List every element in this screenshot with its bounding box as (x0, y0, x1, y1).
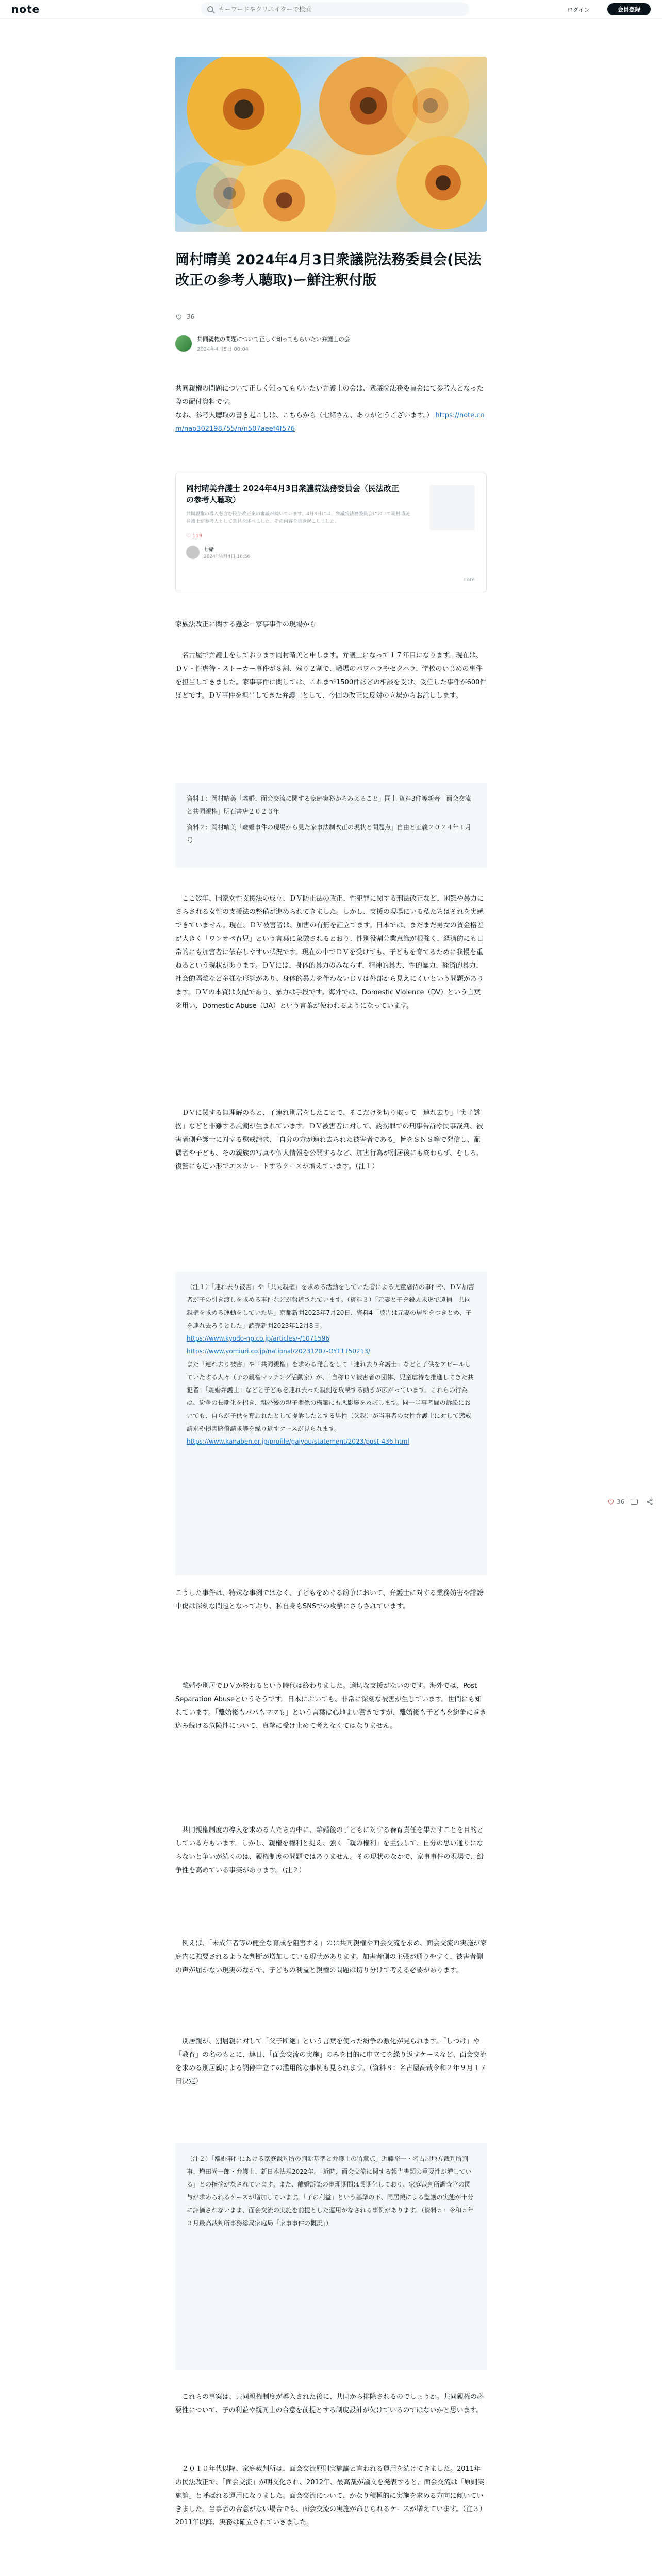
body-paragraph: 共同親権制度の導入を求める人たちの中に、離婚後の子どもに対する養育責任を果たすことを目的としている方もいます。しかし、親権を権利と捉え、強く「親の権利」を主張して、自分の思い通りにならないと争いが続くのは、親権制度の問題ではありません。その現状のなかで、家事事件の現場で、紛争性を高めている事実があります。（注２） (175, 1826, 484, 1874)
author-avatar[interactable] (175, 335, 192, 352)
body-paragraph: ＤＶに関する無理解のもと、子連れ別居をしたことで、そこだけを切り取って「連れ去り」「実子誘拐」などと非難する風潮が生まれています。ＤＶ被害者に対して、誘拐罪での刑事告訴や民事裁判、被害者側弁護士に対する懲戒請求、「自分の方が連れ去られた被害者である」旨をＳＮＳ等で発信し、配偶者や子ども、その親族の写真や個人情報を公開するなど、加害行為が別居後にも終わらず、むしろ、復讐にも近い形でエスカレートするケースが増えています。（注１） (175, 1109, 483, 1171)
publish-date: 2024年4月5日 00:04 (197, 347, 249, 352)
search-bar[interactable] (201, 2, 469, 16)
intro-text (175, 382, 487, 436)
reference-item: 資料２：岡村晴美「離婚事件の現場から見た家事法制改正の現状と問題点」自由と正義２０２４年１月号 (187, 824, 472, 844)
section-heading: 家族法改正に関する懸念－家事事件の現場から (175, 621, 317, 629)
embed-like-count: ♡ 119 (186, 533, 203, 539)
reference-item: 資料１：岡村晴美「離婚、面会交流に関する家庭実務からみえること」同上 資料3件等新著「面会交流と共同親権」明石書店２０２３年 (187, 795, 471, 815)
embed-author-name: 七緒 (204, 547, 214, 553)
body-paragraph: 例えば、「未成年者等の健全な育成を阻害する」のに共同親権や面会交流を求め、面会交流の実施が家庭内に強要されるような判断が増加している現状があります。加害者側の主張が通りやすく、被害者側の声が届かない現実のなかで、子どもの利益と親権の問題は切り分けて考える必要があります。 (175, 1940, 487, 1974)
note-quote (175, 1272, 487, 1575)
note-text: また「連れ去り被害」や「共同親権」を求める発言をして「連れ去り弁護士」などと子供をアピールしていたする人々（子の親権マッチング活動家）が、「自称ＤＶ被害者の団体、児童虐待を推進してきた共犯者」「離婚弁護士」などと子どもを連れ去った親側を攻撃する動きが広がっています。これらの行為は、紛争の長期化を招き、離婚後の親子関係の構築にも悪影響を及ぼします。同一当事者間の訴訟においても、自らが子供を奪われたとして提訴したとする男性（父親）が当事者の女性弁護士に対して懲戒請求や損害賠償請求等を繰り返すケースが見られます。 (187, 1361, 474, 1432)
login-link[interactable]: ログイン (567, 7, 590, 13)
intro-text-span: なお、参考人聴取の書き起こしは、こちらから（七緒さん、ありがとうございます。） (175, 412, 436, 419)
author-row[interactable] (175, 335, 350, 352)
embed-avatar (186, 546, 200, 559)
float-like-button[interactable] (607, 1498, 624, 1505)
intro-paragraph (175, 409, 487, 436)
like-count: 36 (187, 313, 195, 320)
reference-quote (175, 783, 487, 868)
body-paragraph: こうした事件は、特殊な事例ではなく、子どもをめぐる紛争において、弁護士に対する業務妨害や誹謗中傷は深刻な問題となっており、私自身もSNSでの攻撃にさらされています。 (175, 1589, 484, 1611)
float-share-button[interactable] (646, 1498, 655, 1505)
note-link[interactable]: https://www.yomiuri.co.jp/national/20231207-OYT1T50213/ (187, 1348, 370, 1355)
comment-icon[interactable] (631, 1499, 638, 1505)
transcript-link[interactable]: https://note.com/nao302198755/n/n507aeef4f576 (175, 412, 485, 433)
note-link[interactable]: https://www.kyodo-np.co.jp/articles/-/1071596 (187, 1335, 329, 1342)
embed-note-logo: note (463, 577, 475, 583)
float-comment-button[interactable] (631, 1499, 640, 1505)
article-title: 岡村晴美 2024年4月3日衆議院法務委員会(民法改正の参考人聴取)ー鮮注釈付版 (175, 252, 482, 289)
site-header (0, 0, 662, 19)
note-logo[interactable]: note (11, 3, 40, 15)
heart-icon[interactable] (175, 313, 183, 320)
embed-thumbnail (429, 485, 475, 530)
cover-image (175, 57, 487, 232)
embed-description: 共同親権の導入を含む民法改正案の審議が続いています。4月3日には、衆議院法務委員会において岡村晴美弁護士が参考人として意見を述べました。その内容を書き起こしました。 (186, 512, 410, 524)
share-icon[interactable] (646, 1498, 653, 1505)
search-icon (207, 6, 213, 12)
body-paragraph: ２０１０年代以降、家庭裁判所は、面会交流原則実施論と言われる運用を続けてきました。2011年の民法改正で、「面会交流」が明文化され、2012年、最高裁が論文を発表すると、面会交流は「原則実施論」と呼ばれる運用になりました。面会交流について、かなり積極的に実施を求める方向に傾いていきました。当事者の合意がない場合でも、面会交流の実施が命じられるケースが増えています。（注３）2011年以降、実務は確立されていきました。 (175, 2465, 486, 2527)
embed-author (186, 545, 476, 560)
embed-like-value: 119 (192, 533, 203, 539)
signup-button[interactable]: 会員登録 (607, 3, 651, 15)
floating-action-bar (607, 1498, 661, 1505)
body-paragraph: 離婚や別居でＤＶが終わるという時代は終わりました。適切な支援がないのです。海外では、Post Separation Abuseというそうです。日本においても、非常に深刻な被害が生じています。世間にも知れています。「離婚後もパパもママも」という言葉は心地よい響きですが、離婚後も子どもを紛争に巻き込み続ける危険性について、真摯に受け止めて考えなくてはなりません。 (175, 1682, 487, 1730)
embed-title[interactable]: 岡村晴美弁護士 2024年4月3日衆議院法務委員会（民法改正の参考人聴取） (186, 484, 399, 504)
body-paragraph: 別居親が、別居親に対して「父子断絶」という言葉を使った紛争の激化が見られます。「しつけ」や「教育」の名のもとに、連日、「面会交流の実施」のみを目的に申立てを繰り返すケースなど、面会交流を求める別居親による調停申立ての濫用的な事例も見られます。（資料８：名古屋高裁令和２年９月１７日決定） (175, 2038, 487, 2086)
note-text: （注１）「連れ去り被害」や「共同親権」を求める活動をしていた者による児童虐待の事件や、ＤＶ加害者が子の引き渡しを求める事件などが報道されています。（資料３）「元妻と子を殺人未遂で逮捕 共同親権を求める運動をしていた男」京都新聞2023年7月20日、資料4「被告は元妻の居所をつきとめ、子を連れ去ろうとした」読売新聞2023年12月8日。 (187, 1283, 474, 1329)
float-like-count: 36 (617, 1498, 625, 1505)
heart-icon[interactable] (607, 1498, 615, 1505)
note-link[interactable]: https://www.kanaben.or.jp/profile/gaiyou/statement/2023/post-436.html (187, 1438, 409, 1445)
body-paragraph: ここ数年、国家女性支援法の成立、ＤＶ防止法の改正、性犯罪に関する刑法改正など、困難や暴力にさらされる女性の支援法の整備が進められてきました。しかし、支援の現場にいる私たちはそれを実感できていません。現在、ＤＶ被害者は、加害の有無を証立てます。日本では、まだまだ男女の賃金格差が大きく「ワンオペ育児」という言葉に象徴されるとおり、性別役割分業意識が根強く、経済的にも日常的にも加害者に依存しやすい状況です。現在の中でＤＶを受けても、子どもを育てるために我慢を重ねるという現状があります。ＤＶには、身体的暴力のみならず、精神的暴力、性的暴力、経済的暴力、社会的隔離など多様な形態があり、身体的暴力を伴わないＤＶは外部から見えにくいという問題があります。ＤＶの本質は支配であり、暴力は手段です。海外では、Domestic Violence（DV）という言葉を用い、Domestic Abuse（DA）という言葉が使われるようになっています。 (175, 895, 484, 1010)
note-quote: （注２）「離婚事件における家庭裁判所の判断基準と弁護士の留意点」近藤裕一・名古屋地方裁判所判事、増田尚一郎・弁護士、新日本法規2022年。「近時、面会交流に関する報告書類の重要性が増している」との指摘がなされています。また、離婚訴訟の審理期間は長期化しており、家庭裁判所調査官の関与が求められるケースが増加しています。「子の利益」という基準の下、同居親による監護の実態が十分に評価されないまま、面会交流の実施を前提とした運用がなされる事例があります。（資料５：令和５年３月最高裁判所事務総局家庭局「家事事件の概況」） (175, 2143, 487, 2370)
body-paragraph: これらの事案は、共同親権制度が導入された後に、共同から排除されるのでしょうか。共同親権の必要性について、子の利益や親同士の合意を前提とする制度設計が欠けているのではないかと思います。 (175, 2393, 484, 2414)
body-paragraph: 名古屋で弁護士をしております岡村晴美と申します。弁護士になって１７年目になります。現在は、ＤＶ・性虐待・ストーカー事件が８割、残り２割で、職場のパワハラやセクハラ、学校のいじめの事件を担当してきました。家事事件に関しては、これまで1500件ほどの相談を受け、受任した事件が600件ほどです。ＤＶ事件を担当してきた弁護士として、今回の改正に反対の立場からお話しします。 (175, 652, 487, 700)
embed-card[interactable] (175, 473, 487, 592)
author-name[interactable]: 共同親権の問題について正しく知ってもらいたい弁護士の会 (197, 336, 350, 343)
intro-paragraph: 共同親権の問題について正しく知ってもらいたい弁護士の会は、衆議院法務委員会にて参考人となった際の配付資料です。 (175, 385, 484, 406)
embed-date: 2024年4月4日 16:56 (204, 554, 251, 560)
search-input[interactable] (219, 6, 445, 13)
like-row[interactable] (175, 313, 194, 320)
